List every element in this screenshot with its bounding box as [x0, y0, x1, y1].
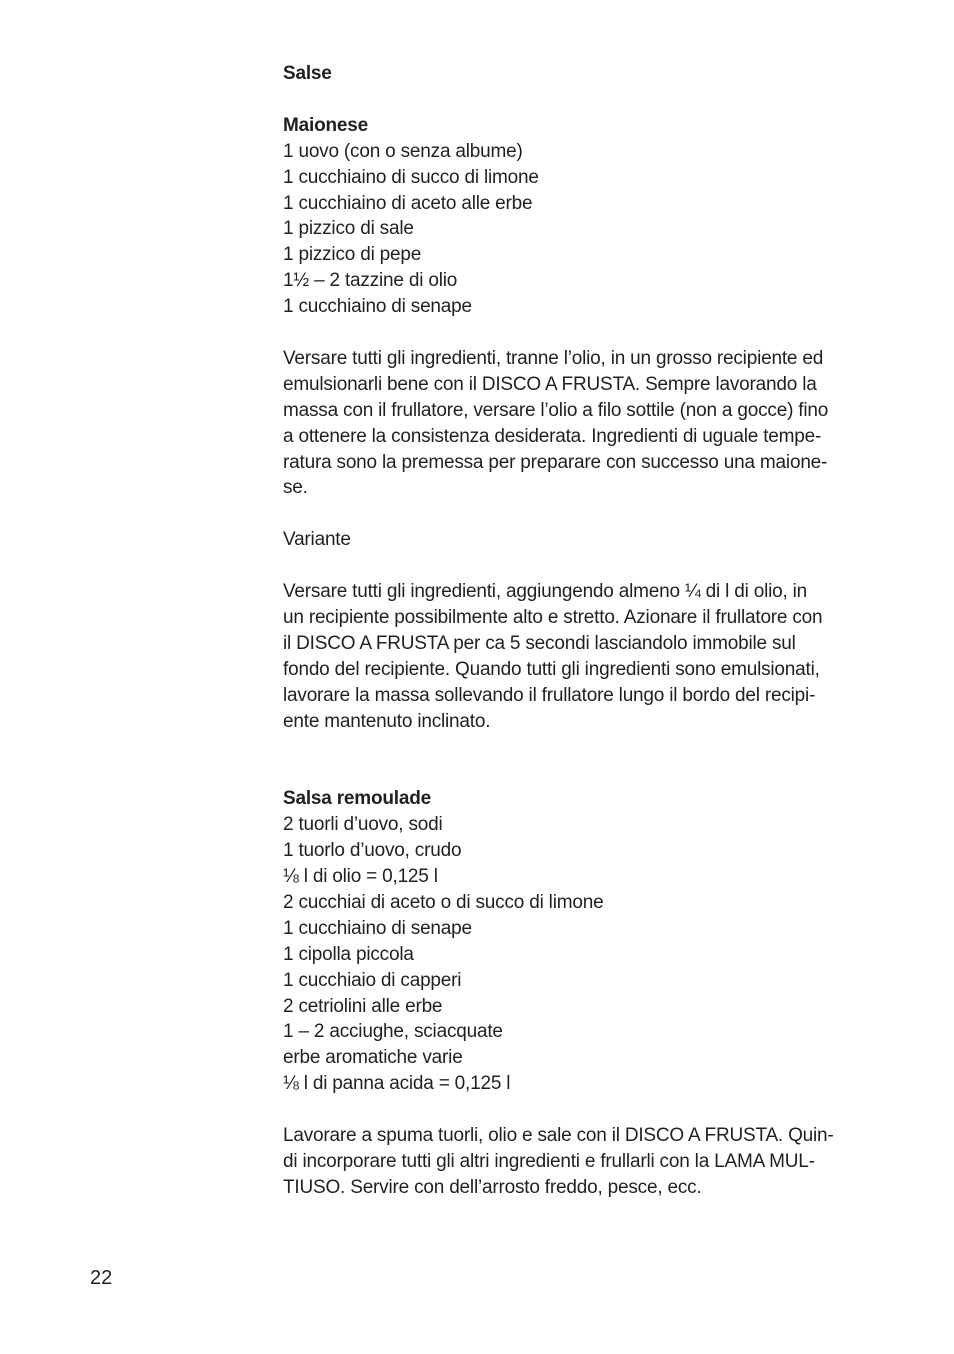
instruction-line: fondo del recipiente. Quando tutti gli ingredienti sono emulsionati,: [283, 658, 820, 680]
page-content: [283, 61, 868, 1201]
ingredient-item: 1 – 2 acciughe, sciacquate: [283, 1021, 503, 1043]
instruction-line: se.: [283, 477, 308, 499]
instruction-line: a ottenere la consistenza desiderata. Ingredienti di uguale tempe-: [283, 425, 822, 447]
instruction-line: Lavorare a spuma tuorli, olio e sale con il DISCO A FRUSTA. Quin-: [283, 1125, 834, 1147]
instruction-line: massa con il frullatore, versare l’olio a filo sottile (non a gocce) fino: [283, 399, 829, 421]
ingredient-item: 1 cucchiaino di succo di limone: [283, 166, 539, 188]
instructions-remoulade: [283, 1123, 868, 1201]
instruction-line: Versare tutti gli ingredienti, tranne l’olio, in un grosso recipiente ed: [283, 347, 824, 369]
variant-instructions: [283, 579, 868, 734]
instruction-line: di incorporare tutti gli altri ingredienti e frullarli con la LAMA MUL-: [283, 1150, 815, 1172]
ingredient-item: 1 cucchiaio di capperi: [283, 969, 462, 991]
remoulade-recipe: [283, 786, 868, 1200]
ingredient-list-mayonnaise: [283, 139, 868, 320]
ingredient-item: ⅛ l di panna acida = 0,125 l: [283, 1073, 511, 1095]
instruction-line: un recipiente possibilmente alto e stretto. Azionare il frullatore con: [283, 606, 823, 628]
ingredient-item: 2 tuorli d’uovo, sodi: [283, 814, 443, 836]
ingredient-item: 1½ – 2 tazzine di olio: [283, 270, 458, 292]
ingredient-item: 1 pizzico di pepe: [283, 244, 422, 266]
instruction-line: il DISCO A FRUSTA per ca 5 secondi lasciandolo immobile sul: [283, 632, 796, 654]
mayonnaise-recipe: [283, 113, 868, 735]
instruction-line: ratura sono la premessa per preparare con successo una maione-: [283, 451, 828, 473]
ingredient-item: 1 cucchiaino di senape: [283, 296, 472, 318]
instruction-line: ente mantenuto inclinato.: [283, 710, 491, 732]
page-number: 22: [90, 1267, 113, 1289]
ingredient-item: 1 uovo (con o senza albume): [283, 140, 523, 162]
ingredient-item: 2 cetriolini alle erbe: [283, 995, 443, 1017]
instruction-line: Versare tutti gli ingredienti, aggiungendo almeno ¼ di l di olio, in: [283, 581, 808, 603]
instructions-mayonnaise: [283, 346, 868, 501]
ingredient-item: ⅛ l di olio = 0,125 l: [283, 866, 438, 888]
recipe-title-remoulade: Salsa remoulade: [283, 788, 432, 810]
instruction-line: TIUSO. Servire con dell’arrosto freddo, pesce, ecc.: [283, 1176, 702, 1198]
instruction-line: lavorare la massa sollevando il frullatore lungo il bordo del recipi-: [283, 684, 816, 706]
instruction-line: emulsionarli bene con il DISCO A FRUSTA. Sempre lavorando la: [283, 373, 817, 395]
variant-label: Variante: [283, 529, 351, 551]
section-title: Salse: [283, 63, 332, 84]
ingredient-item: 1 cucchiaino di aceto alle erbe: [283, 192, 533, 214]
ingredient-item: 1 cucchiaino di senape: [283, 917, 472, 939]
ingredient-item: 1 cipolla piccola: [283, 943, 414, 965]
ingredient-item: erbe aromatiche varie: [283, 1047, 463, 1069]
recipe-title-mayonnaise: Maionese: [283, 114, 368, 136]
ingredient-item: 1 tuorlo d’uovo, crudo: [283, 840, 462, 862]
ingredient-list-remoulade: [283, 812, 868, 1097]
ingredient-item: 1 pizzico di sale: [283, 218, 414, 240]
ingredient-item: 2 cucchiai di aceto o di succo di limone: [283, 891, 604, 913]
